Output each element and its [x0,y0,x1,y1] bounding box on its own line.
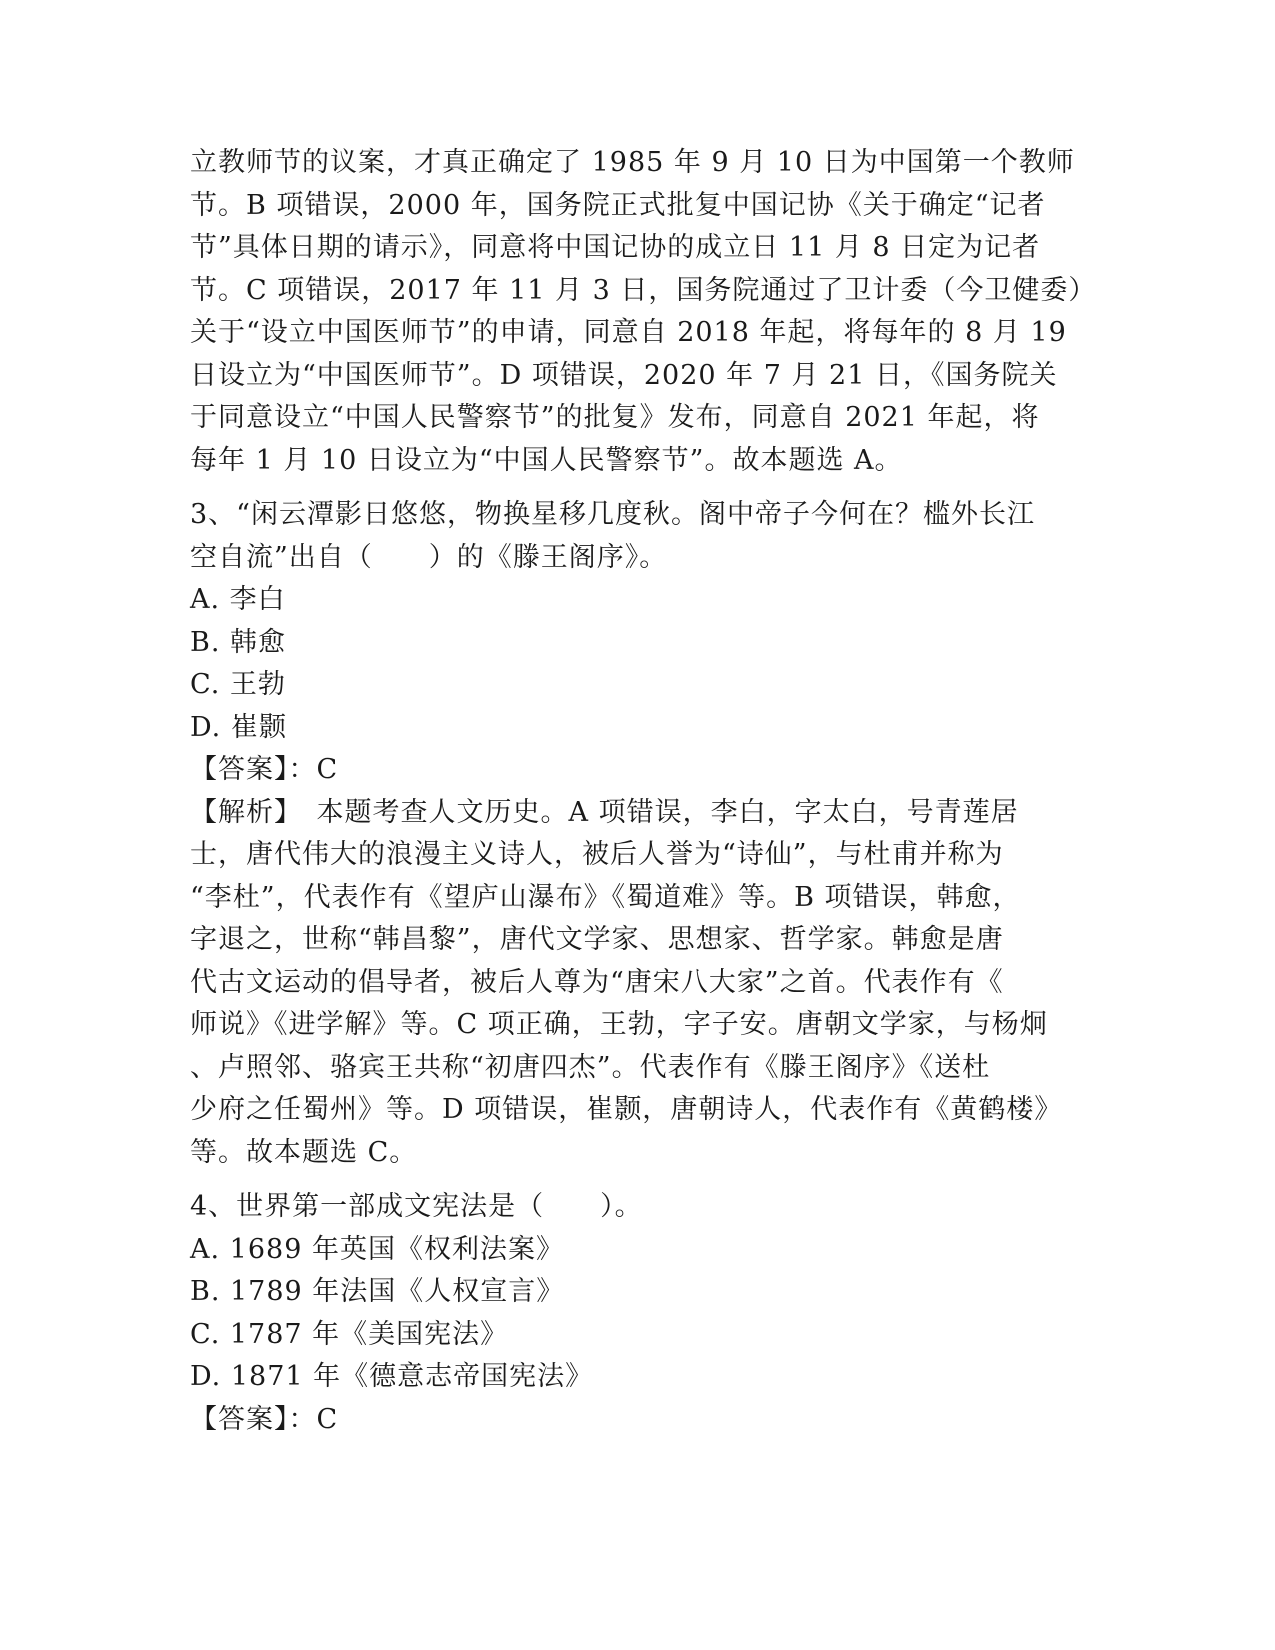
text-line: 日设立为“中国医师节”。D 项错误，2020 年 7 月 21 日，《国务院关 [190,359,1058,391]
spacer [190,482,1090,494]
analysis-line: 少府之任蜀州》等。D 项错误，崔颢，唐朝诗人，代表作有《黄鹤楼》 [190,1094,1063,1125]
option-d: D. 1871 年《德意志帝国宪法》 [190,1361,594,1392]
option-b: B. 韩愈 [190,626,287,658]
question-stem: 3、“闲云潭影日悠悠，物换星移几度秋。阁中帝子今何在？槛外长江 [190,499,1035,530]
question-4 [190,1186,1090,1441]
analysis-line: 师说》《进学解》等。C 项正确，王勃，字子安。唐朝文学家，与杨炯 [190,1009,1048,1040]
spacer [190,1174,1090,1186]
question-stem: 空自流”出自（ ）的《滕王阁序》。 [190,541,668,573]
previous-analysis-continuation [190,142,1097,482]
text-line: 关于“设立中国医师节”的申请，同意自 2018 年起，将每年的 8 月 19 [190,317,1067,348]
answer-line: 【答案】：C [190,1403,339,1435]
text-line: 节。C 项错误，2017 年 11 月 3 日，国务院通过了卫计委（今卫健委） [190,274,1097,306]
option-a: A. 李白 [190,584,286,615]
analysis-line: 等。故本题选 C。 [190,1136,418,1168]
analysis-line: 字退之，世称“韩昌黎”，唐代文学家、思想家、哲学家。韩愈是唐 [190,924,1004,955]
analysis-line: 【解析】 本题考查人文历史。A 项错误，李白，字太白，号青莲居 [190,796,1019,828]
text-line: 于同意设立“中国人民警察节”的批复》发布，同意自 2021 年起，将 [190,402,1040,433]
text-line: 立教师节的议案，才真正确定了 1985 年 9 月 10 日为中国第一个教师 [190,147,1075,178]
question-3 [190,494,1090,1174]
answer-line: 【答案】：C [190,754,339,785]
document-page [190,142,1097,1441]
option-c: C. 1787 年《美国宪法》 [190,1318,509,1350]
analysis-line: 代古文运动的倡导者，被后人尊为“唐宋八大家”之首。代表作有《 [190,966,1004,998]
option-a: A. 1689 年英国《权利法案》 [190,1233,564,1265]
option-c: C. 王勃 [190,669,286,700]
question-stem: 4、世界第一部成文宪法是（ ）。 [190,1191,643,1222]
option-d: D. 崔颢 [190,711,287,743]
text-line: 节”具体日期的请示》，同意将中国记协的成立日 11 月 8 日定为记者 [190,232,1041,263]
analysis-line: 、卢照邻、骆宾王共称“初唐四杰”。代表作有《滕王阁序》《送杜 [190,1051,991,1083]
option-b: B. 1789 年法国《人权宣言》 [190,1276,565,1307]
analysis-line: “李杜”，代表作有《望庐山瀑布》《蜀道难》等。B 项错误，韩愈， [190,881,1021,913]
text-line: 每年 1 月 10 日设立为“中国人民警察节”。故本题选 A。 [190,444,903,476]
text-line: 节。B 项错误，2000 年，国务院正式批复中国记协《关于确定“记者 [190,189,1046,221]
analysis-line: 士，唐代伟大的浪漫主义诗人，被后人誉为“诗仙”，与杜甫并称为 [190,839,1004,870]
